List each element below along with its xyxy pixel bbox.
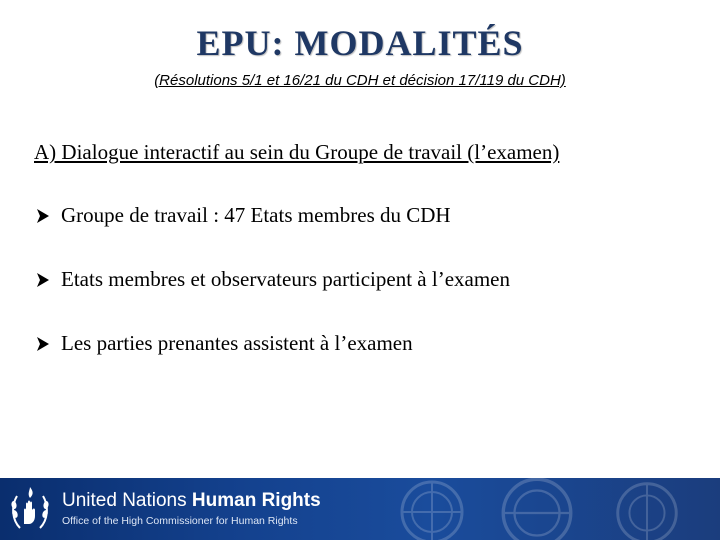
slide-title: EPU: MODALITÉS <box>196 23 524 63</box>
org-name <box>62 490 321 512</box>
un-emblem-watermark <box>392 478 472 540</box>
footer-banner <box>0 478 720 540</box>
arrow-bullet-icon <box>34 335 52 353</box>
bullet-item <box>34 203 451 228</box>
bullet-item <box>34 331 413 356</box>
section-heading: A) Dialogue interactif au sein du Groupe de travail (l’examen) <box>34 140 560 164</box>
bullet-text: Groupe de travail : 47 Etats membres du CDH <box>61 203 451 227</box>
un-human-rights-logo <box>8 484 52 534</box>
un-emblem-watermark <box>608 478 686 540</box>
slide-subtitle: (Résolutions 5/1 et 16/21 du CDH et décision 17/119 du CDH) <box>154 72 566 89</box>
org-name-prefix: United Nations <box>62 490 187 511</box>
arrow-bullet-icon <box>34 271 52 289</box>
bullet-item <box>34 267 510 292</box>
office-name: Office of the High Commissioner for Human Rights <box>62 515 298 527</box>
org-name-highlight: Human Rights <box>191 490 321 511</box>
bullet-text: Les parties prenantes assistent à l’examen <box>61 331 413 355</box>
arrow-bullet-icon <box>34 207 52 225</box>
un-emblem-watermark <box>492 478 582 540</box>
bullet-text: Etats membres et observateurs participent à l’examen <box>61 267 510 291</box>
